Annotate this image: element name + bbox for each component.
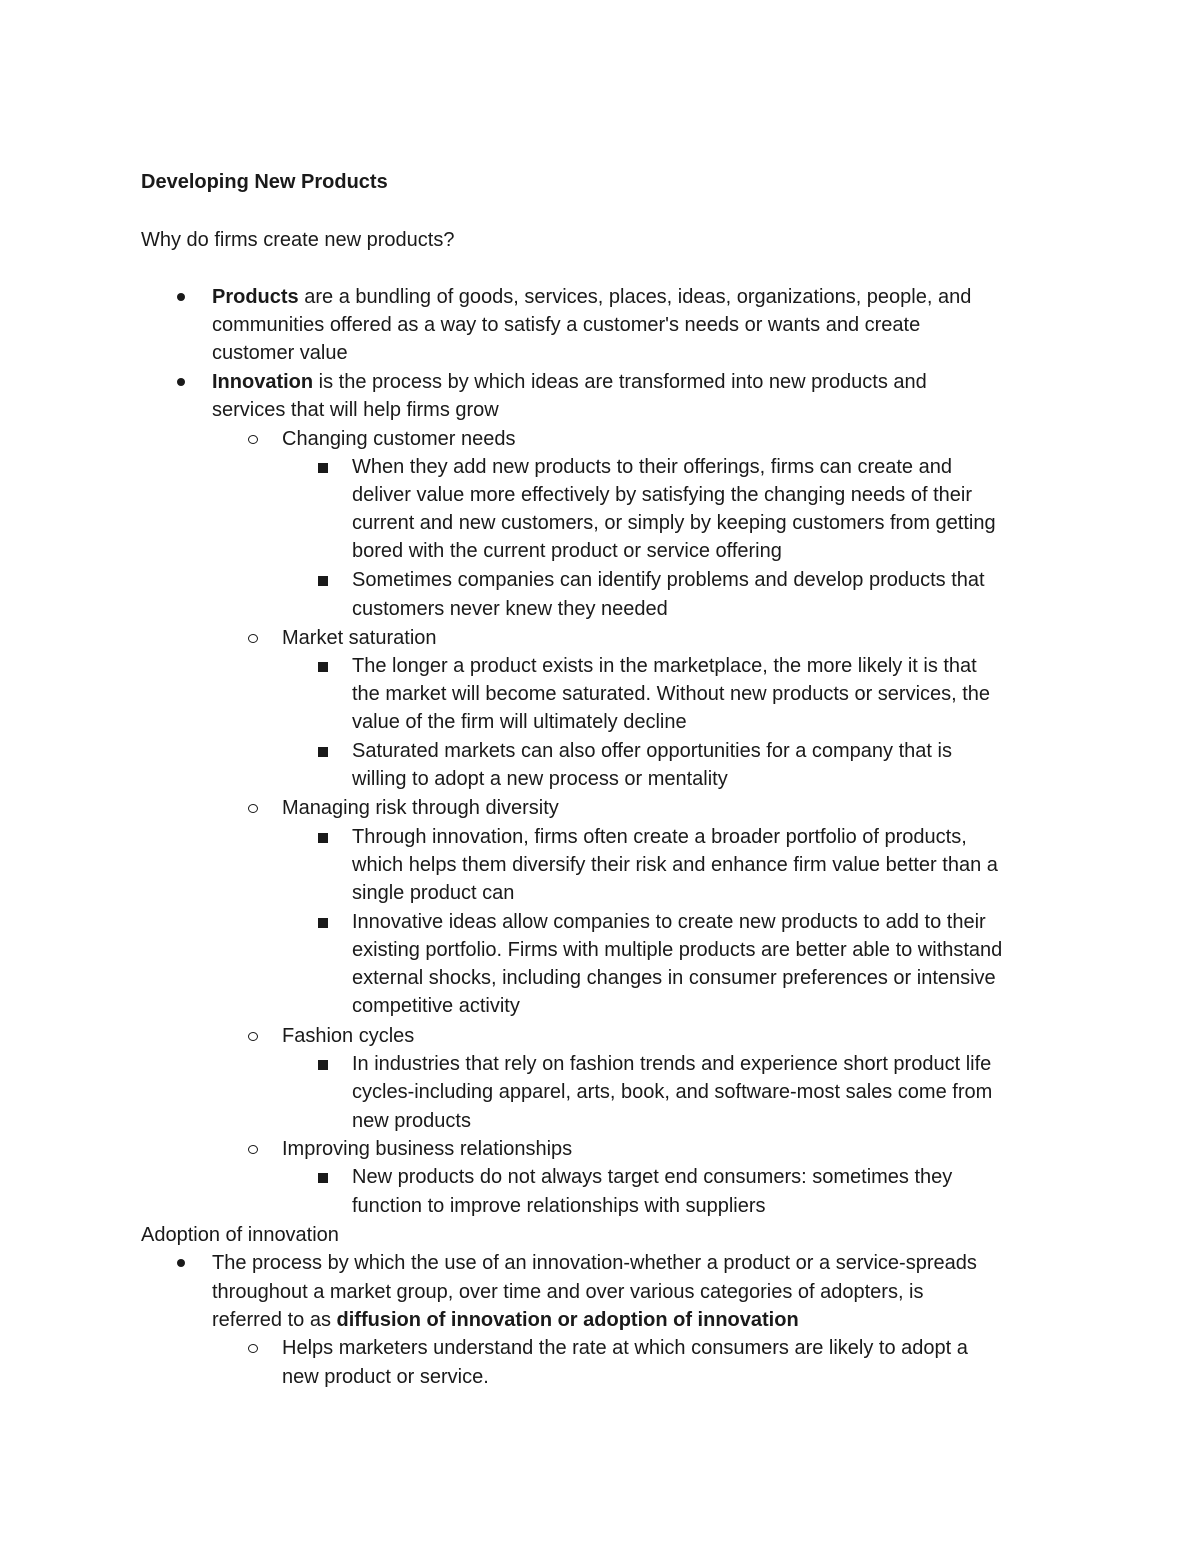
market-saturation-p2-line-2: willing to adopt a new process or mentality [352,768,728,790]
changing-needs-p1-line-2: deliver value more effectively by satisfying the changing needs of their [352,484,972,506]
innovation-line-1: Innovation is the process by which ideas are transformed into new products and [212,371,927,393]
changing-needs-p1-line-1: When they add new products to their offerings, firms can create and [352,456,952,478]
market-saturation-p2-line-1: Saturated markets can also offer opportunities for a company that is [352,740,952,762]
business-relationships-p1-line-2: function to improve relationships with suppliers [352,1195,766,1217]
managing-risk-p2-line-1: Innovative ideas allow companies to create new products to add to their [352,911,986,933]
adoption-b1-line-1: The process by which the use of an innovation-whether a product or a service-spreads [212,1252,977,1274]
bullet-square-icon [318,1060,328,1070]
bullet-disc-icon [177,1259,185,1267]
bullet-circle-icon [248,1145,258,1154]
managing-risk-p1-line-1: Through innovation, firms often create a broader portfolio of products, [352,826,967,848]
adoption-sub-line-2: new product or service. [282,1366,489,1388]
changing-needs-p1-line-3: current and new customers, or simply by keeping customers from getting [352,512,996,534]
business-relationships-heading: Improving business relationships [282,1138,573,1160]
managing-risk-p2-line-2: existing portfolio. Firms with multiple products are better able to withstand [352,939,1003,961]
innovation-term: Innovation [212,371,314,393]
changing-needs-p2-line-1: Sometimes companies can identify problems and develop products that [352,569,985,591]
adoption-sub-line-1: Helps marketers understand the rate at which consumers are likely to adopt a [282,1337,968,1359]
bullet-square-icon [318,576,328,586]
changing-needs-heading: Changing customer needs [282,428,516,450]
bullet-square-icon [318,662,328,672]
bullet-square-icon [318,833,328,843]
changing-needs-p2-line-2: customers never knew they needed [352,598,668,620]
diffusion-term: diffusion of innovation or adoption of innovation [336,1309,799,1331]
bullet-square-icon [318,1173,328,1183]
managing-risk-heading: Managing risk through diversity [282,797,559,819]
market-saturation-p1-line-2: the market will become saturated. Without new products or services, the [352,683,991,705]
innovation-line-2: services that will help firms grow [212,399,499,421]
bullet-disc-icon [177,293,185,301]
intro-question: Why do firms create new products? [141,229,455,251]
managing-risk-p1-line-3: single product can [352,882,515,904]
managing-risk-p2-line-3: external shocks, including changes in consumer preferences or intensive [352,967,996,989]
adoption-b1-line-3: referred to as diffusion of innovation or adoption of innovation [212,1309,799,1331]
managing-risk-p2-line-4: competitive activity [352,995,520,1017]
business-relationships-p1-line-1: New products do not always target end consumers: sometimes they [352,1166,953,1188]
products-line-2: communities offered as a way to satisfy a customer's needs or wants and create [212,314,921,336]
products-term: Products [212,286,299,308]
fashion-cycles-p1-line-1: In industries that rely on fashion trends and experience short product life [352,1053,992,1075]
adoption-heading: Adoption of innovation [141,1224,339,1246]
bullet-disc-icon [177,378,185,386]
adoption-b1-line-2: throughout a market group, over time and over various categories of adopters, is [212,1281,924,1303]
changing-needs-p1-line-4: bored with the current product or service offering [352,540,782,562]
fashion-cycles-p1-line-3: new products [352,1110,471,1132]
market-saturation-p1-line-1: The longer a product exists in the marketplace, the more likely it is that [352,655,977,677]
products-line-3: customer value [212,342,348,364]
bullet-circle-icon [248,804,258,813]
market-saturation-p1-line-3: value of the firm will ultimately decline [352,711,687,733]
bullet-square-icon [318,918,328,928]
market-saturation-heading: Market saturation [282,627,437,649]
fashion-cycles-p1-line-2: cycles-including apparel, arts, book, and software-most sales come from [352,1081,993,1103]
document-title: Developing New Products [141,171,388,193]
bullet-circle-icon [248,1032,258,1041]
products-line-1: Products are a bundling of goods, services, places, ideas, organizations, people, and [212,286,972,308]
bullet-circle-icon [248,1344,258,1353]
bullet-square-icon [318,463,328,473]
managing-risk-p1-line-2: which helps them diversify their risk and enhance firm value better than a [352,854,998,876]
bullet-square-icon [318,747,328,757]
fashion-cycles-heading: Fashion cycles [282,1025,415,1047]
bullet-circle-icon [248,634,258,643]
bullet-circle-icon [248,435,258,444]
